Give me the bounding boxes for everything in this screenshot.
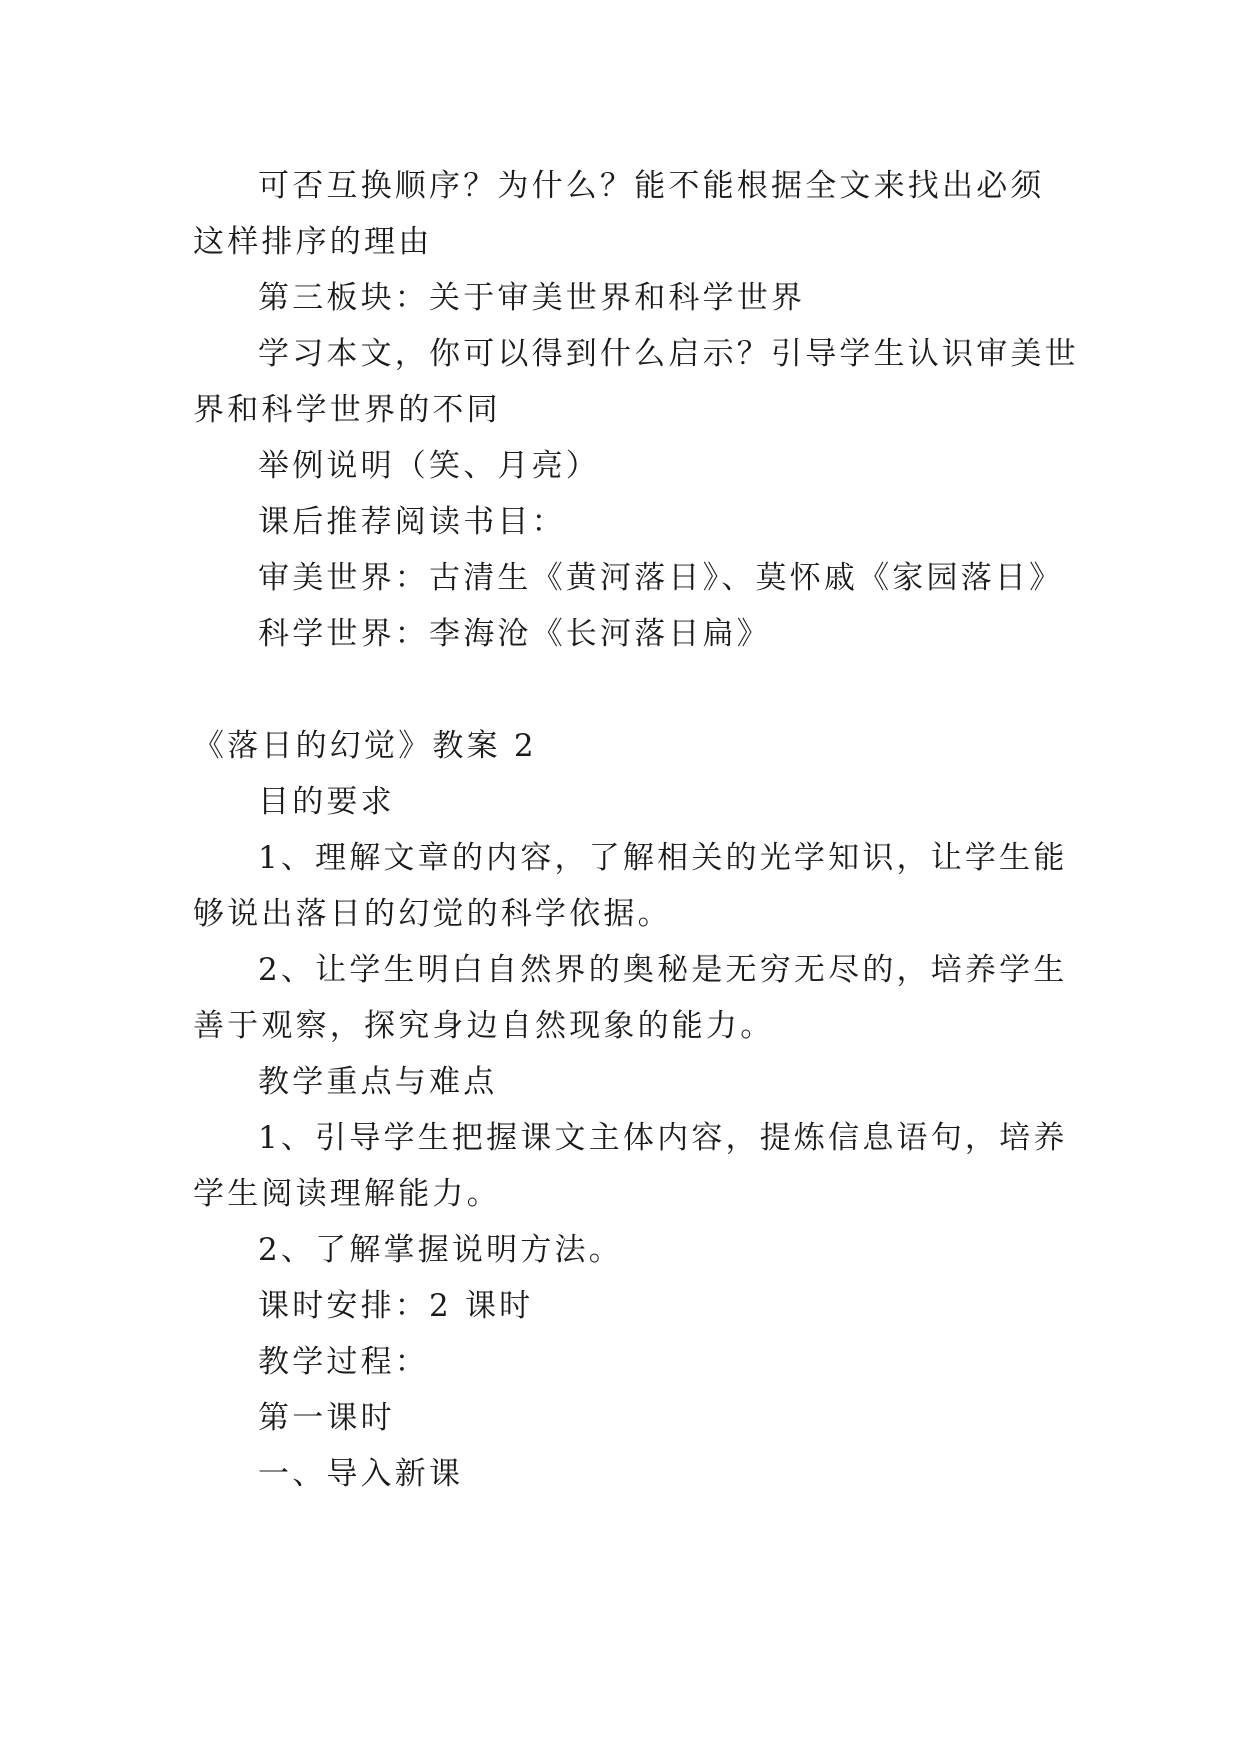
section-heading: 第三板块：关于审美世界和科学世界 xyxy=(258,280,806,316)
paragraph-line: 善于观察，探究身边自然现象的能力。 xyxy=(193,1008,775,1044)
paragraph-line: 学习本文，你可以得到什么启示？引导学生认识审美世 xyxy=(258,336,1079,372)
paragraph-line: 科学世界：李海沧《长河落日扁》 xyxy=(258,616,771,652)
paragraph-line: 2、了解掌握说明方法。 xyxy=(258,1232,623,1268)
paragraph-line: 学生阅读理解能力。 xyxy=(193,1176,501,1212)
paragraph-line: 课后推荐阅读书目： xyxy=(258,504,566,540)
section-heading: 一、导入新课 xyxy=(258,1456,464,1492)
paragraph-line: 1、理解文章的内容，了解相关的光学知识，让学生能 xyxy=(258,840,1068,876)
document-title: 《落日的幻觉》教案 2 xyxy=(193,728,537,764)
paragraph-line: 教学过程： xyxy=(258,1344,429,1380)
section-heading: 第一课时 xyxy=(258,1400,395,1436)
paragraph-line: 可否互换顺序？为什么？能不能根据全文来找出必须 xyxy=(258,168,1045,204)
paragraph-line: 1、引导学生把握课文主体内容，提炼信息语句，培养 xyxy=(258,1120,1068,1156)
paragraph-line: 审美世界：古清生《黄河落日》、莫怀戚《家园落日》 xyxy=(258,560,1064,596)
section-heading: 目的要求 xyxy=(258,784,395,820)
paragraph-line: 课时安排：2 课时 xyxy=(258,1288,534,1324)
paragraph-line: 举例说明（笑、月亮） xyxy=(258,448,600,484)
paragraph-line: 界和科学世界的不同 xyxy=(193,392,501,428)
paragraph-line: 这样排序的理由 xyxy=(193,224,433,260)
paragraph-line: 2、让学生明白自然界的奥秘是无穷无尽的，培养学生 xyxy=(258,952,1068,988)
paragraph-line: 够说出落日的幻觉的科学依据。 xyxy=(193,896,672,932)
section-heading: 教学重点与难点 xyxy=(258,1064,498,1100)
